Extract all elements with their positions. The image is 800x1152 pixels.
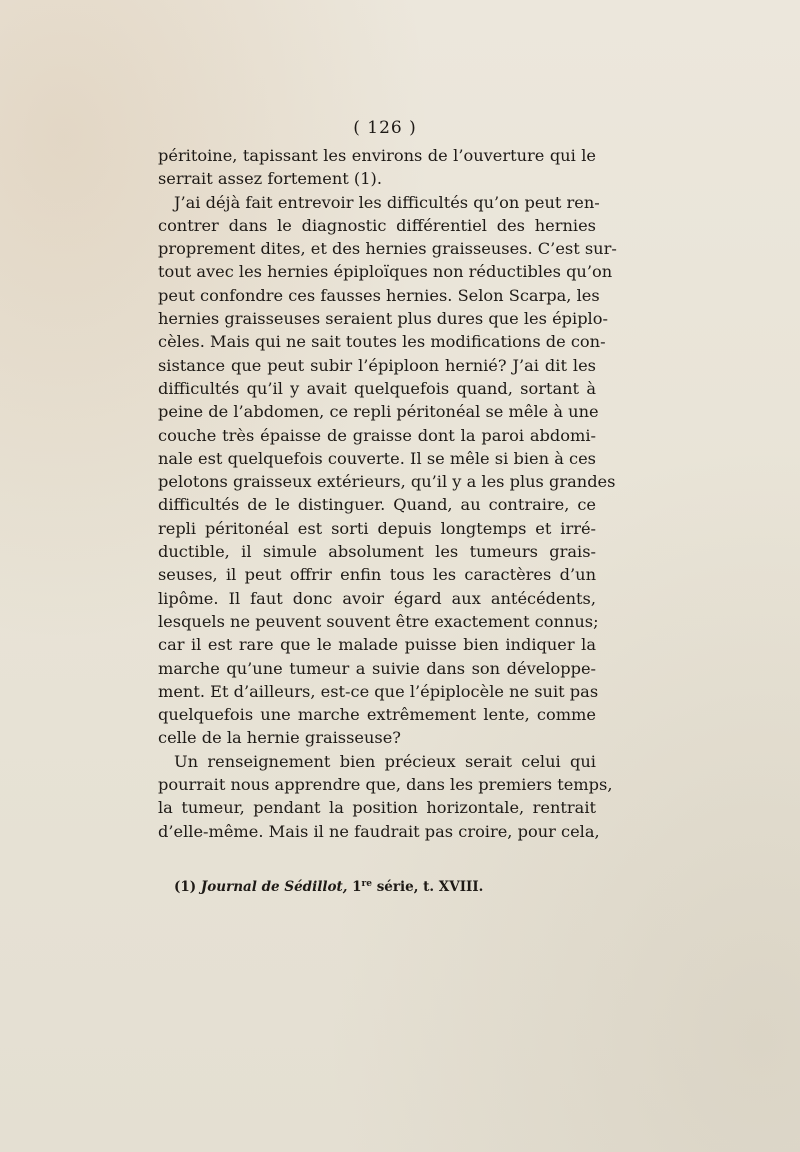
text-line: sistance que peut subir l’épiploon hernié? J’ai dit les	[158, 355, 596, 375]
text-line: difficultés qu’il y avait quelquefois quand, sortant à	[158, 378, 596, 398]
footnote-marker: (1)	[174, 879, 197, 895]
text-line: hernies graisseuses seraient plus dures que les épiplo-	[158, 309, 608, 329]
text-line: peut confondre ces fausses hernies. Selon Scarpa, les	[158, 285, 600, 305]
text-line: serrait assez fortement (1).	[158, 169, 383, 189]
text-line: contrer dans le diagnostic différentiel des hernies	[158, 215, 596, 235]
text-line: cèles. Mais qui ne sait toutes les modifications de con-	[158, 332, 606, 352]
body-text	[158, 144, 617, 843]
text-line: péritoine, tapissant les environs de l’ouverture qui le	[158, 146, 596, 165]
footnote-series-suffix: re	[361, 879, 372, 889]
text-line: lipôme. Il faut donc avoir égard aux antécédents,	[158, 588, 596, 608]
text-line: d’elle-même. Mais il ne faudrait pas croire, pour cela,	[158, 821, 600, 841]
text-line: nale est quelquefois couverte. Il se mêle si bien à ces	[158, 448, 596, 468]
footnote-series-number: 1	[352, 879, 362, 895]
text-line: Un renseignement bien précieux serait celui qui	[174, 751, 596, 771]
text-line: proprement dites, et des hernies graisseuses. C’est sur-	[158, 239, 617, 259]
text-line: repli péritonéal est sorti depuis longtemps et irré-	[158, 518, 596, 538]
text-line: pelotons graisseux extérieurs, qu’il y a les plus grandes	[158, 472, 616, 492]
text-line: couche très épaisse de graisse dont la paroi abdomi-	[158, 425, 596, 445]
footnote-journal: Journal de Sédillot,	[200, 879, 348, 895]
footnote	[174, 874, 483, 897]
text-line: tout avec les hernies épiploïques non réductibles qu’on	[158, 262, 613, 282]
text-line: quelquefois une marche extrêmement lente, comme	[158, 705, 596, 725]
footnote-rest: série, t. XVIII.	[376, 879, 484, 895]
text-line: car il est rare que le malade puisse bien indiquer la	[158, 635, 596, 655]
text-line: la tumeur, pendant la position horizontale, rentrait	[158, 798, 596, 818]
text-line: seuses, il peut offrir enfin tous les caractères d’un	[158, 565, 596, 585]
text-line: celle de la hernie graisseuse?	[158, 728, 401, 748]
text-line: J’ai déjà fait entrevoir les difficultés qu’on peut ren-	[174, 192, 600, 212]
text-line: ductible, il simule absolument les tumeurs grais-	[158, 542, 596, 562]
text-line: lesquels ne peuvent souvent être exactement connus;	[158, 611, 599, 631]
text-line: difficultés de le distinguer. Quand, au contraire, ce	[158, 495, 596, 515]
page-number: ( 126 )	[353, 118, 417, 138]
text-line: pourrait nous apprendre que, dans les premiers temps,	[158, 775, 613, 795]
text-line: marche qu’une tumeur a suivie dans son développe-	[158, 658, 596, 678]
text-line: ment. Et d’ailleurs, est-ce que l’épiplocèle ne suit pas	[158, 681, 599, 701]
text-line: peine de l’abdomen, ce repli péritonéal se mêle à une	[158, 402, 599, 422]
